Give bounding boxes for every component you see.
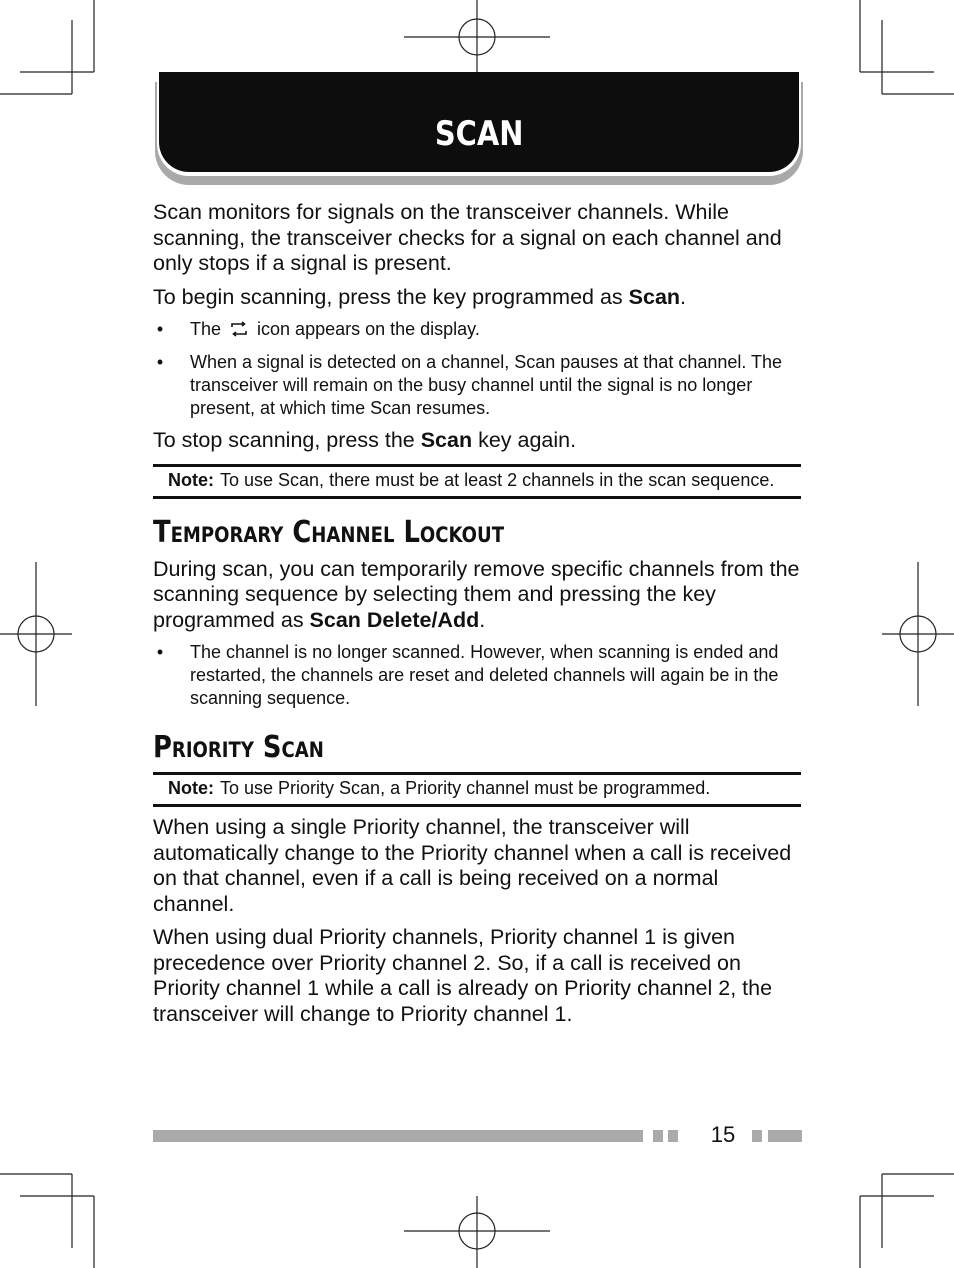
stop-scanning-instruction: [153, 428, 801, 454]
begin-text: To begin scanning, press the key programmed as: [153, 284, 629, 309]
bullet-text: The channel is no longer scanned. However, when scanning is ended and restarted, the channels are reset and deleted channels will again be in the scanning sequence.: [190, 642, 779, 708]
note-text: To use Priority Scan, a Priority channel must be programmed.: [220, 778, 711, 798]
footer-bar: [153, 1130, 643, 1142]
scan-key-label: Scan: [420, 428, 473, 452]
bullet-text: icon appears on the display.: [252, 319, 480, 339]
title-banner: [159, 72, 799, 172]
list-item: [153, 318, 801, 343]
page-title: SCAN: [434, 114, 524, 154]
bullet-dot: •: [156, 642, 164, 662]
stop-suffix: key again.: [472, 428, 577, 452]
page-content: [153, 200, 801, 1035]
lockout-text: During scan, you can temporarily remove specific channels from the scanning sequence by selecting them and pressing the key programmed as: [153, 556, 800, 632]
bullet-text: The: [190, 319, 227, 339]
note-label: Note:: [168, 469, 214, 490]
scan-key-label: Scan: [628, 284, 681, 309]
begin-scanning-instruction: [153, 285, 801, 311]
note-label: Note:: [168, 778, 214, 798]
scan-note: [153, 464, 801, 499]
temporary-lockout-heading: Temporary Channel Lockout: [153, 514, 505, 550]
list-item: [153, 641, 801, 710]
scan-icon: [229, 320, 249, 343]
lockout-bullets: [153, 641, 801, 710]
intro-paragraph: Scan monitors for signals on the transceiver channels. While scanning, the transceiver checks for a signal on each channel and only stops if a signal is present.: [153, 200, 782, 275]
footer-square: [653, 1130, 663, 1142]
bullet-dot: •: [156, 319, 164, 339]
bullet-text: When a signal is detected on a channel, Scan pauses at that channel. The transceiver will remain on the busy channel until the signal is no longer present, at which time Scan resumes.: [190, 352, 783, 418]
priority-note: [153, 772, 801, 807]
bullet-dot: •: [156, 352, 164, 372]
scan-bullets: [153, 318, 801, 420]
footer-square: [668, 1130, 678, 1142]
begin-suffix: .: [680, 284, 687, 309]
page-number: 15: [710, 1122, 736, 1147]
note-text: To use Scan, there must be at least 2 channels in the scan sequence.: [220, 469, 775, 490]
priority-single-paragraph: When using a single Priority channel, the transceiver will automatically change to the Priority channel when a call is received on that channel, even if a call is being received on a normal channel.: [153, 815, 792, 916]
temporary-lockout-paragraph: [153, 557, 801, 634]
footer-square: [752, 1130, 762, 1142]
footer-bar-right: [768, 1130, 802, 1142]
list-item: [153, 351, 801, 420]
stop-text: To stop scanning, press the: [153, 428, 421, 452]
priority-scan-heading: Priority Scan: [153, 730, 324, 765]
scan-delete-add-key: Scan Delete/Add: [309, 607, 480, 632]
lockout-suffix: .: [479, 607, 486, 632]
priority-dual-paragraph: When using dual Priority channels, Priority channel 1 is given precedence over Priority channel 2. So, if a call is received on Priority channel 1 while a call is already on Priority channel 2, the transceiver will change to Priority channel 1.: [153, 925, 773, 1026]
